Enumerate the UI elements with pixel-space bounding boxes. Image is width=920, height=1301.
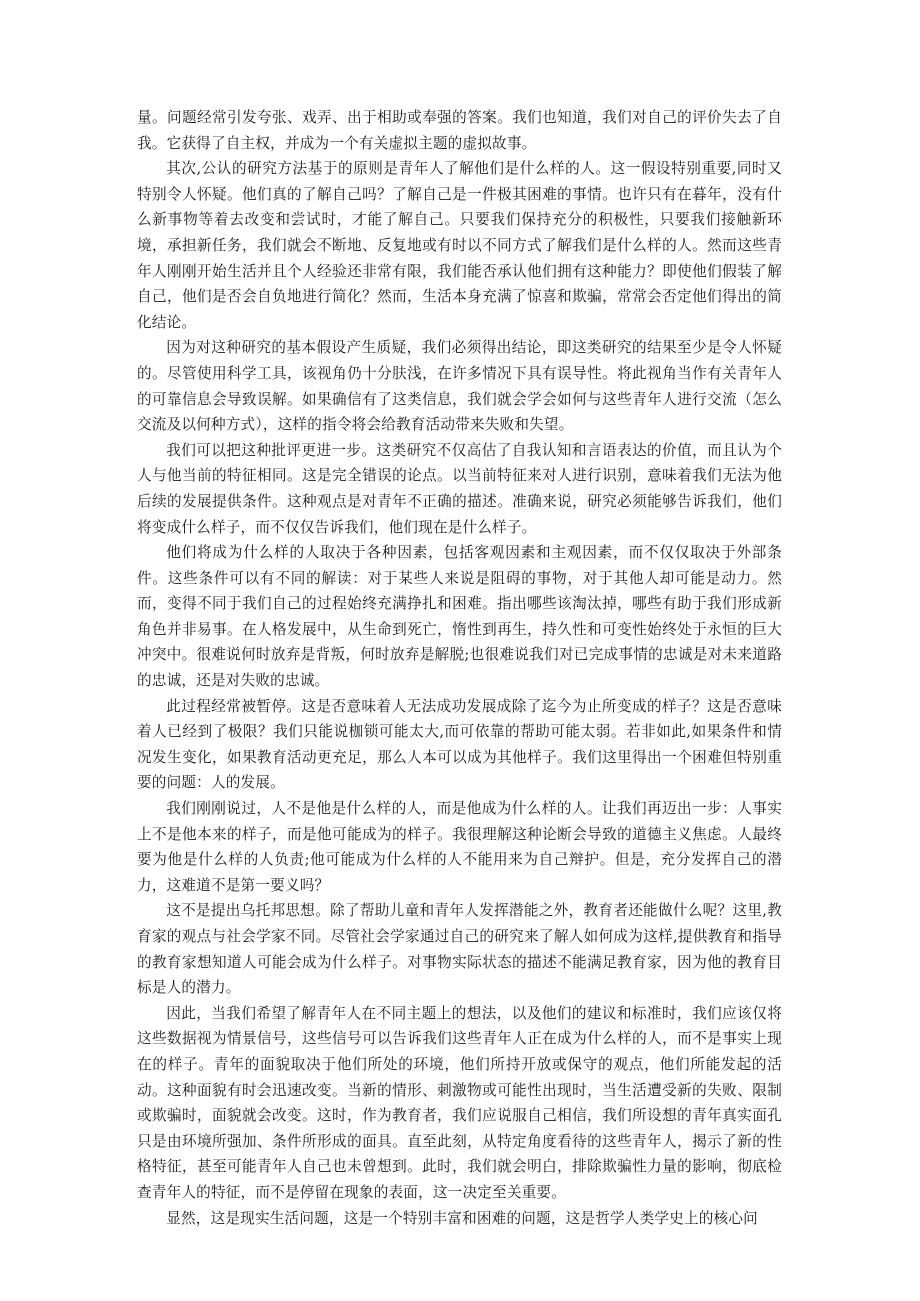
paragraph-7: 我们刚刚说过，人不是他是什么样的人，而是他成为什么样的人。让我们再迈出一步：人事实上不是他本来的样子，而是他可能成为的样子。我很理解这种论断会导致的道德主义焦虑。人最终要为他是什么样的人负责;他可能成为什么样的人不能用来为自己辩护。但是，充分发挥自己的潜力，这难道不是第一要义吗？ [137, 800, 782, 894]
paragraph-1: 量。问题经常引发夸张、戏弄、出于相助或奉强的答案。我们也知道，我们对自己的评价失去了自我。它获得了自主权，并成为一个有关虚拟主题的虚拟故事。 [137, 109, 782, 152]
paragraph-2: 其次,公认的研究方法基于的原则是青年人了解他们是什么样的人。这一假设特别重要,同时又特别令人怀疑。他们真的了解自己吗？了解自己是一件极其困难的事情。也许只有在暮年，没有什么新事物等着去改变和尝试时，才能了解自己。只要我们保持充分的积极性，只要我们接触新环境，承担新任务，我们就会不断地、反复地或有时以不同方式了解我们是什么样的人。然而这些青年人刚刚开始生活并且个人经验还非常有限，我们能否承认他们拥有这种能力？即使他们假装了解自己，他们是否会自负地进行简化？然而，生活本身充满了惊喜和欺骗，常常会否定他们得出的简化结论。 [137, 160, 782, 331]
paragraph-5: 他们将成为什么样的人取决于各种因素，包括客观因素和主观因素，而不仅仅取决于外部条件。这些条件可以有不同的解读：对于某些人来说是阻碍的事物，对于其他人却可能是动力。然而，变得不同于我们自己的过程始终充满挣扎和困难。指出哪些该淘汰掉，哪些有助于我们形成新角色并非易事。在人格发展中，从生命到死亡，惰性到再生，持久性和可变性始终处于永恒的巨大冲突中。很难说何时放弃是背叛，何时放弃是解脱;也很难说我们对已完成事情的忠诚是对未来道路的忠诚，还是对失败的忠诚。 [137, 544, 782, 690]
paragraph-10: 显然，这是现实生活问题，这是一个特别丰富和困难的问题，这是哲学人类学史上的核心问 [166, 1209, 758, 1227]
document-page [137, 105, 782, 1231]
paragraph-6: 此过程经常被暂停。这是否意味着人无法成功发展成除了迄今为止所变成的样子？这是否意味着人已经到了极限？我们只能说枷锁可能太大,而可依靠的帮助可能太弱。若非如此,如果条件和情况发生变化，如果教育活动更充足，那么人本可以成为其他样子。我们这里得出一个困难但特别重要的问题：人的发展。 [137, 697, 782, 792]
paragraph-9: 因此，当我们希望了解青年人在不同主题上的想法，以及他们的建议和标准时，我们应该仅将这些数据视为情景信号，这些信号可以告诉我们这些青年人正在成为什么样的人，而不是事实上现在的样子。青年的面貌取决于他们所处的环境，他们所持开放或保守的观点，他们所能发起的活动。这种面貌有时会迅速改变。当新的情形、刺激物或可能性出现时，当生活遭受新的失败、限制或欺骗时，面貌就会改变。这时，作为教育者，我们应说服自己相信，我们所设想的青年真实面孔只是由环境所强加、条件所形成的面具。直至此刻，从特定角度看待的这些青年人，揭示了新的性格特征，甚至可能青年人自己也未曾想到。此时，我们就会明白，排除欺骗性力量的影响，彻底检查青年人的特征，而不是停留在现象的表面，这一决定至关重要。 [137, 1004, 782, 1201]
paragraph-4: 我们可以把这种批评更进一步。这类研究不仅高估了自我认知和言语表达的价值，而且认为个人与他当前的特征相同。这是完全错误的论点。以当前特征来对人进行识别，意味着我们无法为他后续的发展提供条件。这种观点是对青年不正确的描述。准确来说，研究必须能够告诉我们，他们将变成什么样子，而不仅仅告诉我们，他们现在是什么样子。 [137, 441, 782, 536]
paragraph-3: 因为对这种研究的基本假设产生质疑，我们必须得出结论，即这类研究的结果至少是令人怀疑的。尽管使用科学工具，该视角仍十分肤浅，在许多情况下具有误导性。将此视角当作有关青年人的可靠信息会导致误解。如果确信有了这类信息，我们就会学会如何与这些青年人进行交流（怎么交流及以何种方式），这样的指令将会给教育活动带来失败和失望。 [137, 339, 782, 434]
paragraph-8: 这不是提出乌托邦思想。除了帮助儿童和青年人发挥潜能之外，教育者还能做什么呢？这里,教育家的观点与社会学家不同。尽管社会学家通过自己的研究来了解人如何成为这样,提供教育和指导的教育家想知道人可能会成为什么样子。对事物实际状态的描述不能满足教育家，因为他的教育目标是人的潜力。 [137, 902, 782, 997]
